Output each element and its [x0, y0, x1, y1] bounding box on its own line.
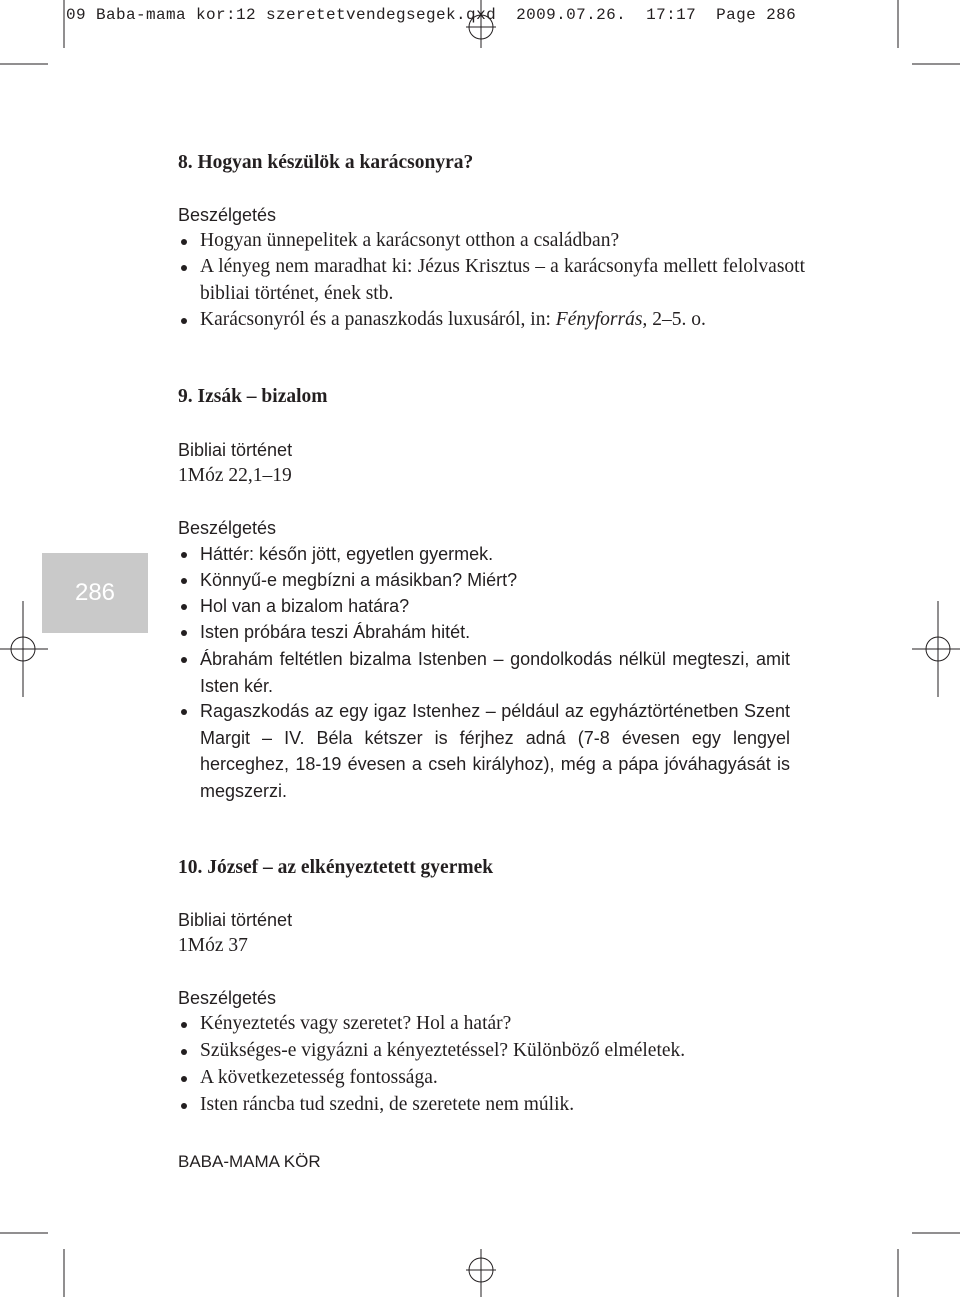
registration-mark-bottom: [466, 1249, 496, 1297]
registration-mark-top: [466, 0, 496, 48]
section-9-item: Ragaszkodás az egy igaz Istenhez – például az egyháztörténetben Szent Margit – IV. Béla kétszer is férjhez adná (7-8 évesen egy lengyel herceghez, 18-19 évesen a cseh királyhoz), még a pápa jóváhagyását is megszerzi.: [200, 698, 790, 804]
section-9-label: Beszélgetés: [178, 518, 277, 538]
section-9-item: Háttér: későn jött, egyetlen gyermek.: [200, 541, 805, 568]
section-10-item: Szükséges-e vigyázni a kényeztetéssel? Különböző elméletek.: [200, 1038, 805, 1065]
section-10-title: 10. József – az elkényeztetett gyermek: [178, 857, 494, 878]
section-8-item: Karácsonyról és a panaszkodás luxusáról, in: Fényforrás, 2–5. o.: [200, 307, 805, 334]
section-10-item: Isten ráncba tud szedni, de szeretete nem múlik.: [200, 1092, 805, 1119]
registration-mark-right: [912, 601, 960, 697]
section-10-bible-label: Bibliai történet: [178, 910, 293, 930]
page-number-tab: [42, 553, 148, 633]
section-10-item: A következetesség fontossága.: [200, 1065, 805, 1092]
section-8-title: 8. Hogyan készülök a karácsonyra?: [178, 152, 474, 173]
registration-mark-left: [0, 601, 48, 697]
section-9-title: 9. Izsák – bizalom: [178, 386, 328, 407]
section-10-bible-ref: 1Móz 37: [178, 935, 248, 956]
running-footer: BABA-MAMA KÖR: [178, 1152, 321, 1171]
section-8-label: Beszélgetés: [178, 205, 277, 225]
section-9-item: Isten próbára teszi Ábrahám hitét.: [200, 619, 805, 646]
section-8-item: Hogyan ünnepelitek a karácsonyt otthon a családban?: [200, 228, 805, 255]
section-9-item: Könnyű-e megbízni a másikban? Miért?: [200, 567, 805, 594]
page-number: 286: [74, 579, 116, 606]
section-9-bible-ref: 1Móz 22,1–19: [178, 465, 292, 486]
section-10-label: Beszélgetés: [178, 988, 277, 1008]
slug-line: 09 Baba-mama kor:12 szeretetvendegsegek.qxd 2009.07.26. 17:17 Page 286: [66, 6, 797, 24]
section-10-item: Kényeztetés vagy szeretet? Hol a határ?: [200, 1011, 805, 1038]
section-9-item: Ábrahám feltétlen bizalma Istenben – gondolkodás nélkül megteszi, amit Isten kér.: [200, 646, 790, 699]
section-9-bible-label: Bibliai történet: [178, 440, 293, 460]
section-9-item: Hol van a bizalom határa?: [200, 593, 805, 620]
section-8-item: A lényeg nem maradhat ki: Jézus Krisztus – a karácsonyfa mellett felolvasott bibliai történet, ének stb.: [200, 254, 805, 307]
